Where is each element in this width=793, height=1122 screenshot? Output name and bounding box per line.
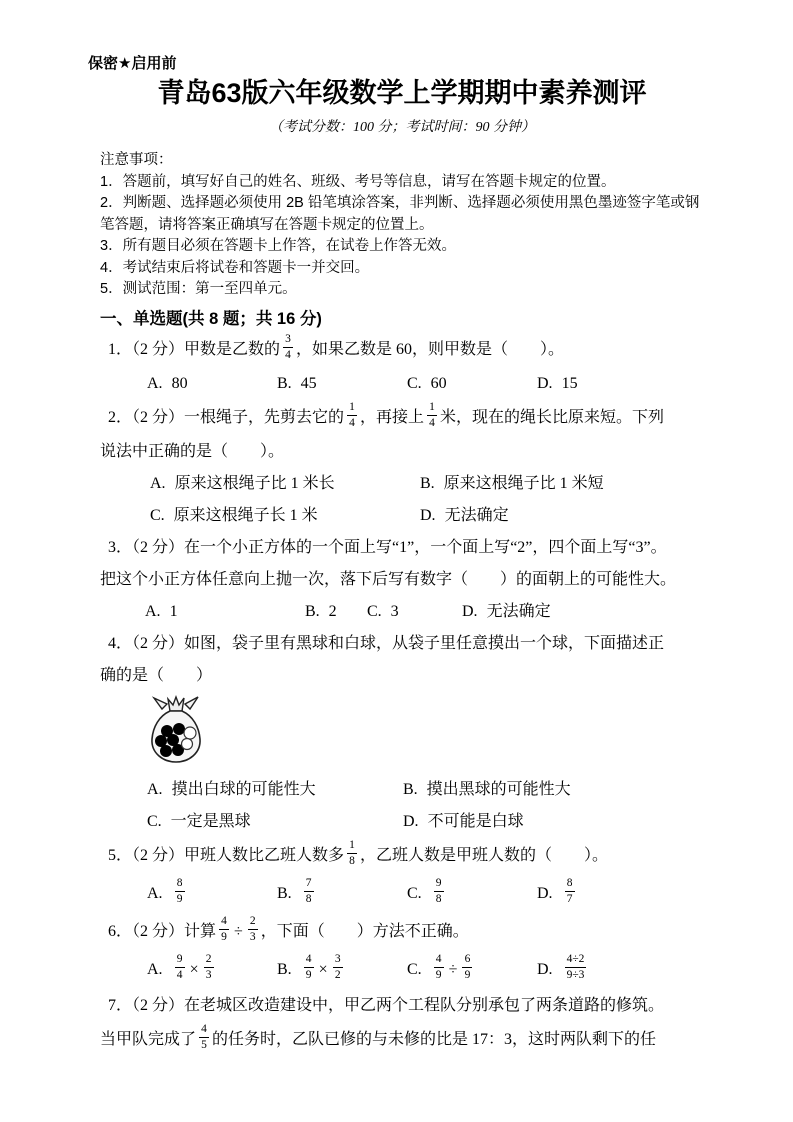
question-4-options-row1 [100, 774, 704, 806]
fraction-numerator: 9 [434, 877, 444, 893]
option-label: C. [147, 812, 162, 830]
fraction-denominator: 2 [334, 969, 341, 982]
question-3-options [100, 596, 704, 628]
fraction-numerator: 3 [283, 333, 293, 349]
section-heading: 一、单选题(共 8 题；共 16 分) [100, 309, 322, 328]
fraction [427, 401, 437, 432]
fraction [565, 877, 575, 908]
fraction-numerator: 9 [175, 953, 185, 969]
question-3 [100, 532, 704, 628]
option-label: D. [403, 812, 419, 830]
option-text: 45 [300, 374, 317, 392]
option-label: D. [537, 374, 553, 392]
notice-item-4: 4．考试结束后将试卷和答题卡一并交回。 [100, 259, 370, 276]
exam-meta: （考试分数：100 分；考试时间：90 分钟） [269, 120, 535, 135]
option-d [537, 874, 667, 914]
option-d [537, 368, 667, 400]
fraction [304, 877, 314, 908]
option-label: B. [305, 602, 320, 620]
question-7 [100, 990, 704, 1058]
fraction-numerator: 4 [434, 953, 444, 969]
option-label: D. [462, 602, 478, 620]
fraction-denominator: 8 [349, 855, 355, 868]
multiply-operator: × [318, 960, 328, 978]
option-label: A. [147, 884, 163, 902]
option-label: C. [407, 884, 422, 902]
question-6-stem [100, 914, 704, 950]
option-c [407, 950, 537, 990]
option-a [147, 774, 403, 806]
option-label: D. [537, 884, 553, 902]
option-text: 1 [169, 602, 178, 620]
option-b [277, 368, 407, 400]
option-text: 60 [430, 374, 447, 392]
security-label: 保密★启用前 [88, 55, 177, 72]
white-ball [184, 727, 196, 739]
question-7-stem-line2 [100, 1022, 704, 1058]
option-text: 80 [171, 374, 188, 392]
fraction [283, 333, 293, 364]
option-label: A. [147, 960, 163, 978]
fraction [175, 953, 185, 984]
question-2 [100, 400, 704, 532]
option-a [147, 874, 277, 914]
black-ball [173, 723, 185, 735]
fraction-denominator: 7 [566, 893, 573, 906]
notice-section [100, 150, 704, 301]
question-4-stem-line1: 4．（2 分）如图，袋子里有黑球和白球，从袋子里任意摸出一个球，下面描述正 [108, 634, 665, 652]
q2-stem-mid: ，再接上 [360, 408, 425, 426]
option-d [537, 950, 667, 990]
fraction-numerator: 8 [565, 877, 575, 893]
q1-stem-pre: 1．（2 分）甲数是乙数的 [108, 340, 281, 358]
option-label: C. [150, 506, 165, 524]
fraction-numerator: 3 [333, 953, 343, 969]
notice-item-2: 2．判断题、选择题必须使用 2B 铅笔填涂答案，非判断、选择题必须使用黑色墨迹签字笔或钢笔答题，请将答案正确填写在答题卡规定的位置上。 [100, 195, 700, 233]
fraction [199, 1023, 209, 1054]
q2-stem-pre: 2．（2 分）一根绳子，先剪去它的 [108, 408, 345, 426]
option-b [305, 596, 367, 628]
multiply-operator: × [189, 960, 199, 978]
option-b [403, 774, 659, 806]
fraction-denominator: 9÷3 [566, 969, 585, 982]
option-label: B. [277, 884, 292, 902]
fraction-numerator: 1 [347, 401, 357, 417]
fraction-numerator: 4 [199, 1023, 209, 1039]
option-a [147, 950, 277, 990]
q6-stem-pre: 6．（2 分）计算 [108, 922, 217, 940]
option-label: A. [150, 474, 166, 492]
page-title: 青岛63版六年级数学上学期期中素养测评 [157, 78, 647, 108]
fraction [248, 915, 258, 946]
option-a [150, 468, 420, 500]
fraction-denominator: 4 [349, 417, 355, 430]
fraction [434, 877, 444, 908]
option-label: C. [407, 960, 422, 978]
fraction-denominator: 3 [249, 931, 256, 944]
notice-heading: 注意事项： [100, 152, 173, 168]
fraction [333, 953, 343, 984]
q7-line2-pre: 当甲队完成了 [100, 1030, 197, 1048]
option-text: 不可能是白球 [427, 812, 524, 830]
fraction-numerator: 2 [248, 915, 258, 931]
fraction [204, 953, 214, 984]
fraction [347, 401, 357, 432]
fraction [462, 953, 472, 984]
option-label: C. [407, 374, 422, 392]
fraction-denominator: 4 [429, 417, 435, 430]
option-label: B. [277, 960, 292, 978]
bag-figure [145, 694, 704, 766]
fraction-denominator: 4 [285, 349, 291, 362]
option-c [407, 368, 537, 400]
option-text: 无法确定 [486, 602, 551, 620]
fraction-numerator: 1 [347, 839, 357, 855]
option-c [407, 874, 537, 914]
fraction [347, 839, 357, 870]
option-d [462, 596, 551, 628]
question-2-stem-line2: 说法中正确的是（ ）。 [100, 442, 285, 460]
q1-stem-post: ，如果乙数是 60，则甲数是（ ）。 [296, 340, 565, 358]
white-ball [182, 738, 193, 749]
option-label: C. [367, 602, 382, 620]
question-4-options-row2 [100, 806, 704, 838]
option-text: 摸出黑球的可能性大 [426, 780, 571, 798]
division-operator: ÷ [448, 960, 458, 978]
option-b [277, 874, 407, 914]
fraction-numerator: 4 [219, 915, 229, 931]
page-content [100, 0, 704, 1058]
question-2-stem [100, 400, 704, 436]
option-text: 3 [390, 602, 399, 620]
question-5 [100, 838, 704, 914]
notice-item-5: 5．测试范围：第一至四单元。 [100, 281, 297, 297]
question-3-stem-line1: 3．（2 分）在一个小正方体的一个面上写“1”，一个面上写“2”，四个面上写“3”。 [108, 538, 667, 556]
question-1-options [100, 368, 704, 400]
q6-stem-post: ，下面（ ）方法不正确。 [260, 922, 469, 940]
fraction-denominator: 8 [305, 893, 312, 906]
fraction [219, 915, 229, 946]
question-6 [100, 914, 704, 990]
question-2-options-row1 [100, 468, 704, 500]
fraction [175, 877, 185, 908]
q2-stem-tail: 米，现在的绳长比原来短。下列 [440, 408, 665, 426]
option-text: 15 [561, 374, 578, 392]
option-label: B. [420, 474, 435, 492]
black-ball [160, 745, 172, 757]
option-text: 原来这根绳子长 1 米 [173, 506, 318, 524]
question-4-stem-line2: 确的是（ ） [100, 666, 213, 684]
fraction-denominator: 9 [435, 969, 442, 982]
question-1-stem [100, 332, 704, 368]
fraction-numerator: 1 [427, 401, 437, 417]
fraction-numerator: 4÷2 [565, 953, 587, 969]
fraction [565, 953, 587, 984]
fraction-numerator: 2 [204, 953, 214, 969]
fraction [304, 953, 314, 984]
fraction-denominator: 9 [464, 969, 471, 982]
option-label: D. [420, 506, 436, 524]
fraction-denominator: 9 [221, 931, 227, 944]
option-a [145, 596, 305, 628]
option-label: B. [277, 374, 292, 392]
option-text: 2 [328, 602, 337, 620]
question-7-stem-line1: 7．（2 分）在老城区改造建设中，甲乙两个工程队分别承包了两条道路的修筑。 [108, 996, 665, 1014]
question-1 [100, 332, 704, 400]
option-c [367, 596, 462, 628]
option-text: 一定是黑球 [170, 812, 251, 830]
fraction-numerator: 4 [304, 953, 314, 969]
question-4 [100, 628, 704, 838]
option-label: B. [403, 780, 418, 798]
fraction-numerator: 6 [462, 953, 472, 969]
option-d [403, 806, 659, 838]
bag-with-balls-image [145, 694, 207, 766]
option-text: 原来这根绳子比 1 米长 [174, 474, 335, 492]
fraction-denominator: 9 [305, 969, 312, 982]
option-label: A. [145, 602, 161, 620]
fraction-numerator: 7 [304, 877, 314, 893]
option-b [277, 950, 407, 990]
fraction-denominator: 8 [435, 893, 442, 906]
option-c [150, 500, 420, 532]
question-2-options-row2 [100, 500, 704, 532]
notice-item-1: 1．答题前，填写好自己的姓名、班级、考号等信息，请写在答题卡规定的位置。 [100, 173, 616, 190]
notice-item-3: 3．所有题目必须在答题卡上作答，在试卷上作答无效。 [100, 238, 457, 254]
q5-stem-post: ，乙班人数是甲班人数的（ ）。 [360, 846, 609, 864]
option-a [147, 368, 277, 400]
option-label: A. [147, 374, 163, 392]
option-label: D. [537, 960, 553, 978]
question-6-options [100, 950, 704, 990]
question-5-stem [100, 838, 704, 874]
option-label: A. [147, 780, 163, 798]
fraction-denominator: 5 [201, 1039, 207, 1052]
option-d [420, 500, 690, 532]
division-operator: ÷ [234, 922, 243, 940]
fraction [434, 953, 444, 984]
q5-stem-pre: 5．（2 分）甲班人数比乙班人数多 [108, 846, 345, 864]
question-5-options [100, 874, 704, 914]
fraction-denominator: 9 [176, 893, 183, 906]
q7-line2-post: 的任务时，乙队已修的与未修的比是 17：3，这时两队剩下的任 [212, 1030, 657, 1048]
option-text: 原来这根绳子比 1 米短 [443, 474, 604, 492]
option-b [420, 468, 690, 500]
fraction-denominator: 4 [176, 969, 183, 982]
question-3-stem-line2: 把这个小正方体任意向上抛一次，落下后写有数字（ ）的面朝上的可能性大。 [100, 570, 677, 588]
fraction-denominator: 3 [205, 969, 212, 982]
option-text: 摸出白球的可能性大 [171, 780, 316, 798]
option-c [147, 806, 403, 838]
fraction-numerator: 8 [175, 877, 185, 893]
option-text: 无法确定 [444, 506, 509, 524]
